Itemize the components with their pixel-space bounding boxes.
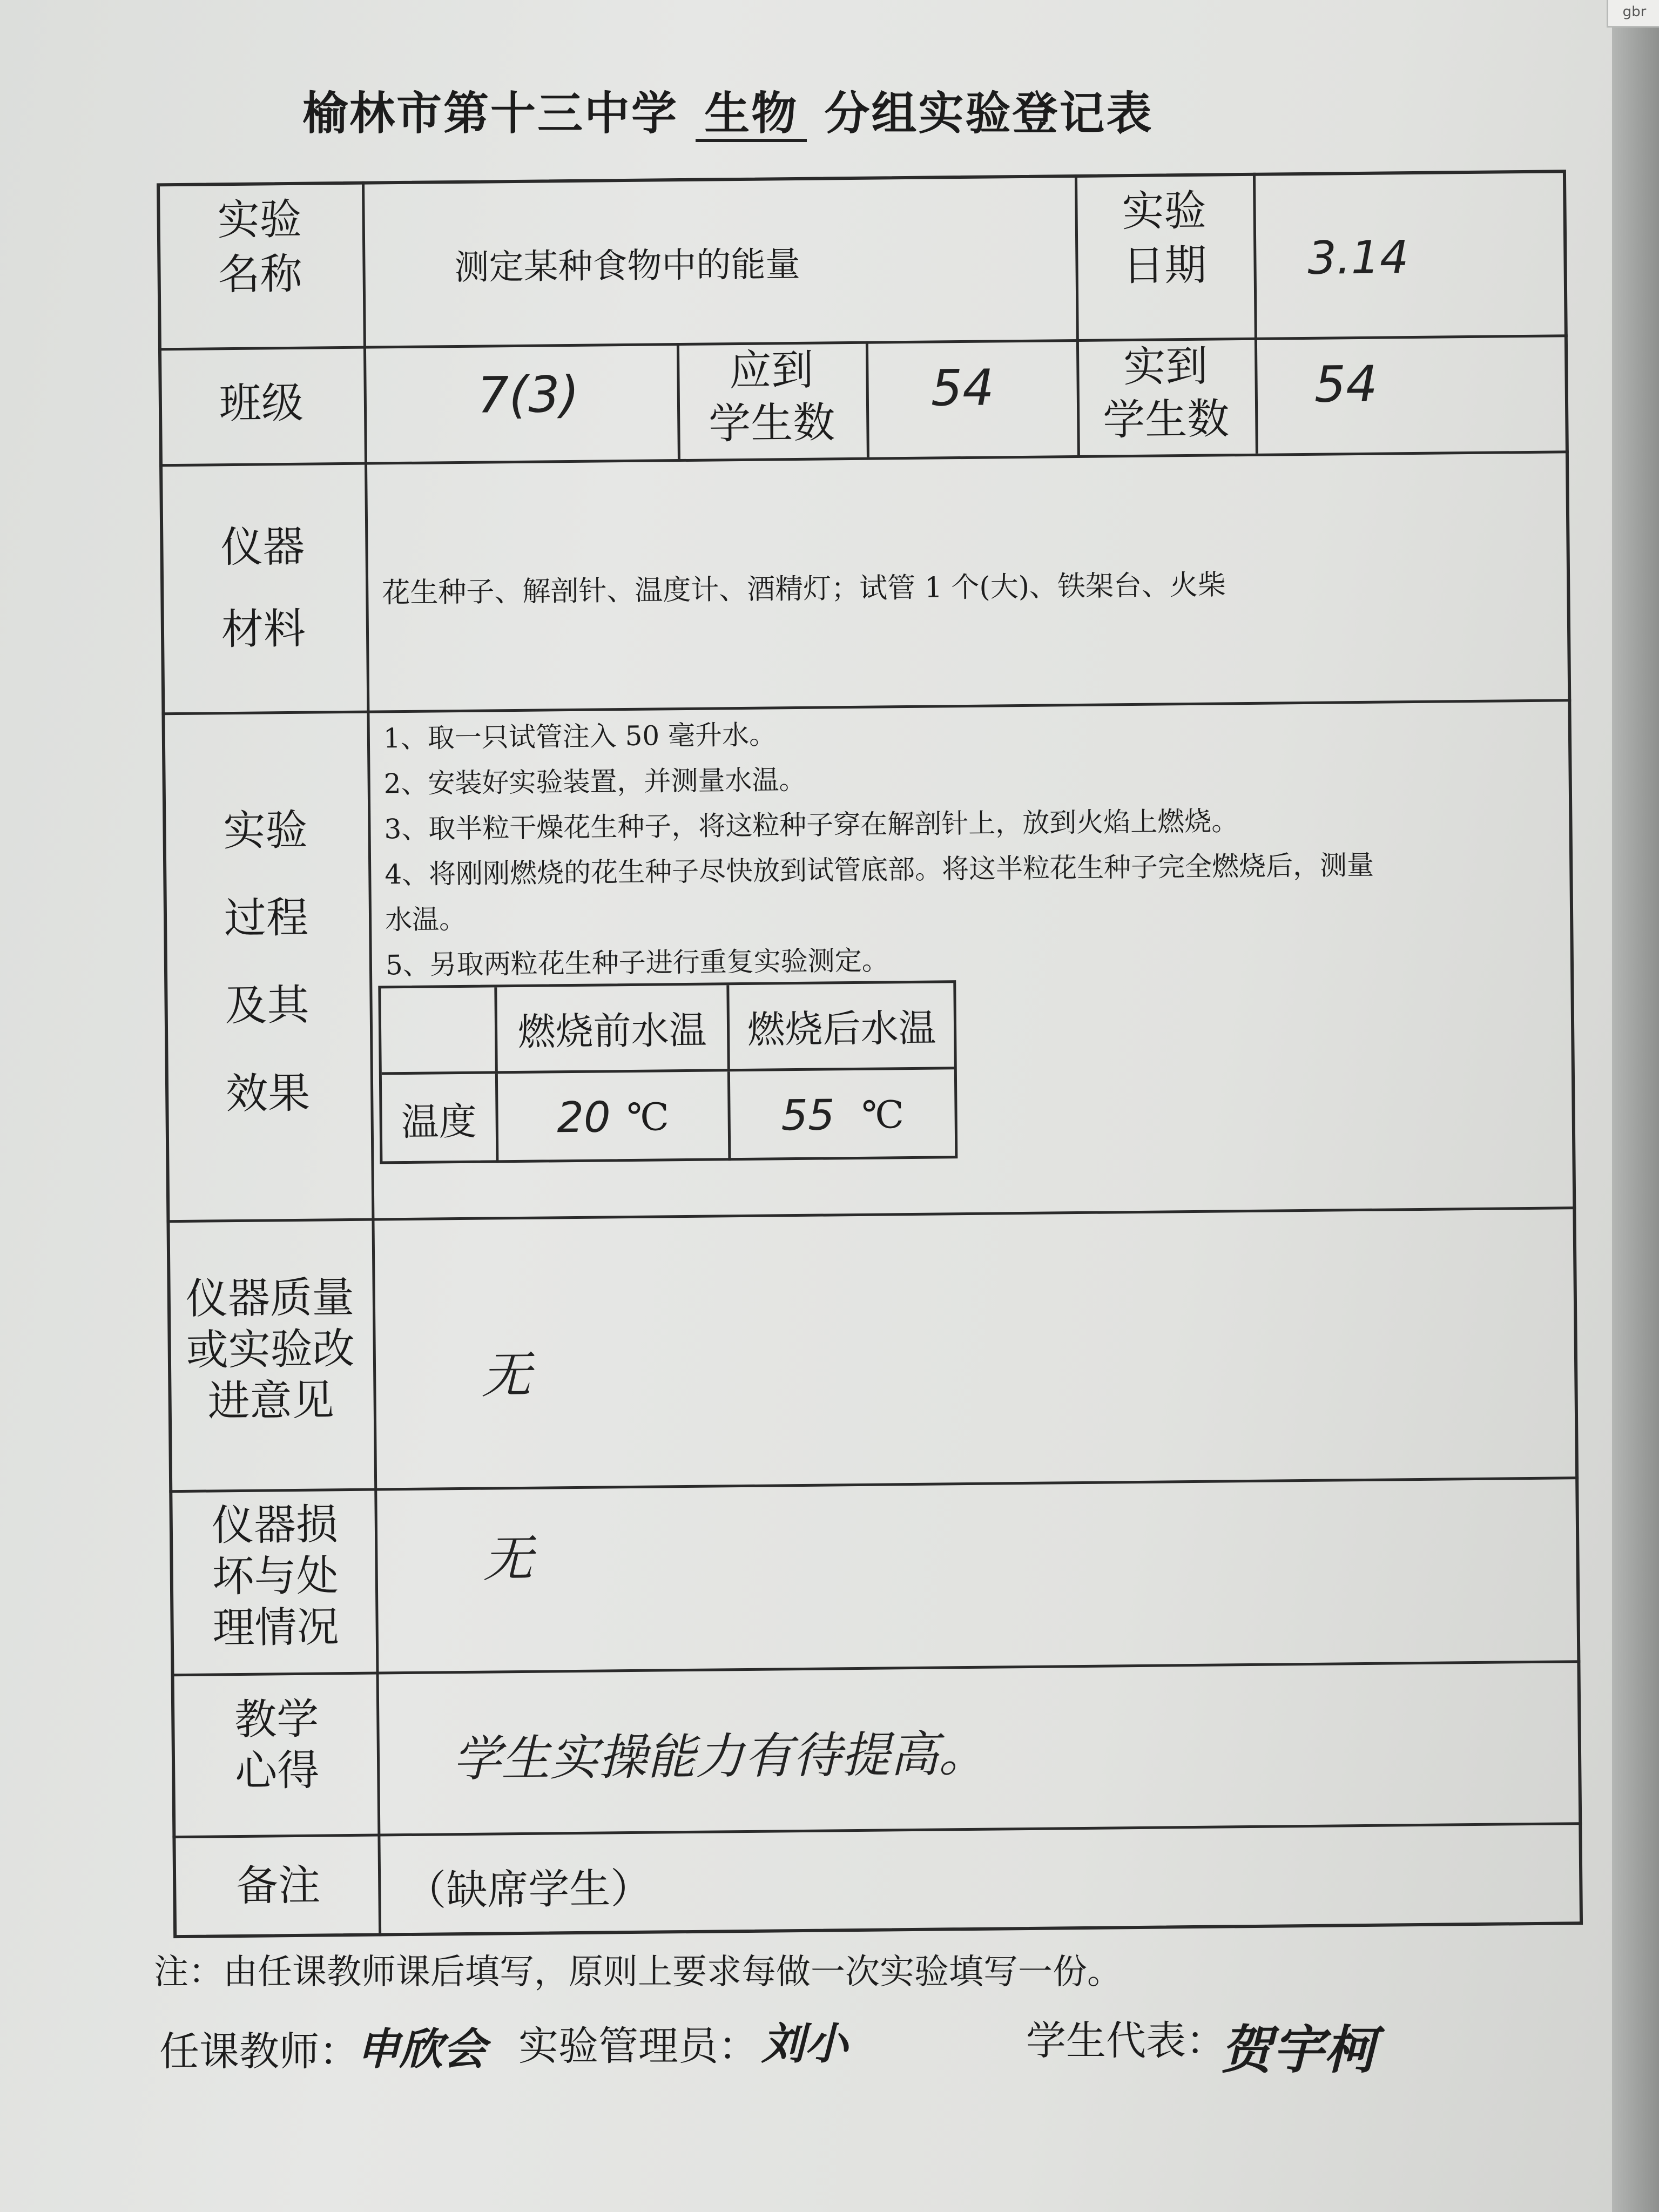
label-actual: 实到 学生数: [1102, 342, 1230, 445]
temp-header-before: 燃烧前水温: [494, 985, 727, 1071]
label-damage: 仪器损 坏与处 理情况: [211, 1500, 340, 1653]
label-process: 实验 过程 及其 效果: [223, 806, 311, 1118]
temp-before-value: 20: [556, 1092, 611, 1142]
page-title: [302, 76, 1307, 151]
title-subject: 生物: [696, 87, 807, 142]
expected-value: 54: [930, 359, 995, 417]
label-exp-name: 实验 名称: [217, 195, 303, 300]
exp-date-value: 3.14: [1307, 231, 1409, 285]
form-note: 注：由任课教师课后填写，原则上要求每做一次实验填写一份。: [154, 1952, 1122, 1992]
label-quality: 仪器质量 或实验改 进意见: [185, 1273, 355, 1426]
title-suffix: 分组实验登记表: [824, 86, 1154, 140]
label-class: 班级: [219, 379, 304, 429]
step-item: 5、另取两粒花生种子进行重复实验测定。: [385, 945, 889, 981]
student-signature: 贺宇柯: [1220, 2020, 1376, 2080]
temp-before-cell: [495, 1071, 729, 1163]
temp-unit: ℃: [626, 1094, 670, 1139]
admin-signature: 刘小: [761, 2019, 848, 2069]
label-materials: 仪器 材料: [220, 522, 306, 655]
class-value: 7(3): [477, 365, 580, 424]
temp-unit: ℃: [861, 1092, 905, 1137]
teacher-signature: 申欣会: [356, 2024, 486, 2074]
remarks-value: （缺席学生）: [404, 1864, 652, 1915]
exp-name-value: 测定某种食物中的能量: [454, 244, 800, 288]
temp-header-empty: [381, 987, 495, 1072]
label-reflection: 教学 心得: [234, 1695, 320, 1796]
step-item: 水温。: [385, 903, 467, 936]
title-prefix: 榆林市第十三中学: [302, 86, 679, 140]
reflection-value: 学生实操能力有待提高。: [452, 1725, 988, 1788]
temp-data-row: [382, 1069, 955, 1164]
temperature-table: [378, 980, 957, 1164]
temp-after-cell: [727, 1069, 955, 1161]
label-expected: 应到 学生数: [708, 346, 835, 449]
process-steps: [383, 706, 1375, 988]
label-remarks: 备注: [235, 1861, 321, 1911]
temp-header-row: [381, 983, 954, 1075]
quality-value: 无: [481, 1346, 531, 1405]
teacher-label: 任课教师：: [159, 2028, 359, 2075]
registration-form: [119, 170, 1540, 1944]
admin-label: 实验管理员：: [518, 2023, 758, 2069]
damage-value: 无: [482, 1529, 534, 1588]
step-item: 4、将刚刚燃烧的花生种子尽快放到试管底部。将这半粒花生种子完全燃烧后，测量: [385, 849, 1374, 891]
background-edge: [1612, 0, 1659, 2212]
step-item: 3、取半粒干燥花生种子，将这粒种子穿在解剖针上，放到火焰上燃烧。: [384, 805, 1239, 845]
student-label: 学生代表：: [1026, 2018, 1226, 2064]
step-item: 1、取一只试管注入 50 毫升水。: [383, 719, 777, 754]
label-exp-date: 实验 日期: [1122, 186, 1207, 291]
corner-label: gbr: [1607, 0, 1659, 28]
temp-header-after: 燃烧后水温: [726, 983, 954, 1069]
materials-value: 花生种子、解剖针、温度计、酒精灯；试管 1 个(大)、铁架台、火柴: [382, 569, 1226, 610]
temp-row-label: 温度: [401, 1099, 477, 1145]
temp-after-value: 55: [780, 1090, 835, 1140]
step-item: 2、安装好实验装置，并测量水温。: [383, 764, 806, 800]
actual-value: 54: [1314, 355, 1378, 414]
